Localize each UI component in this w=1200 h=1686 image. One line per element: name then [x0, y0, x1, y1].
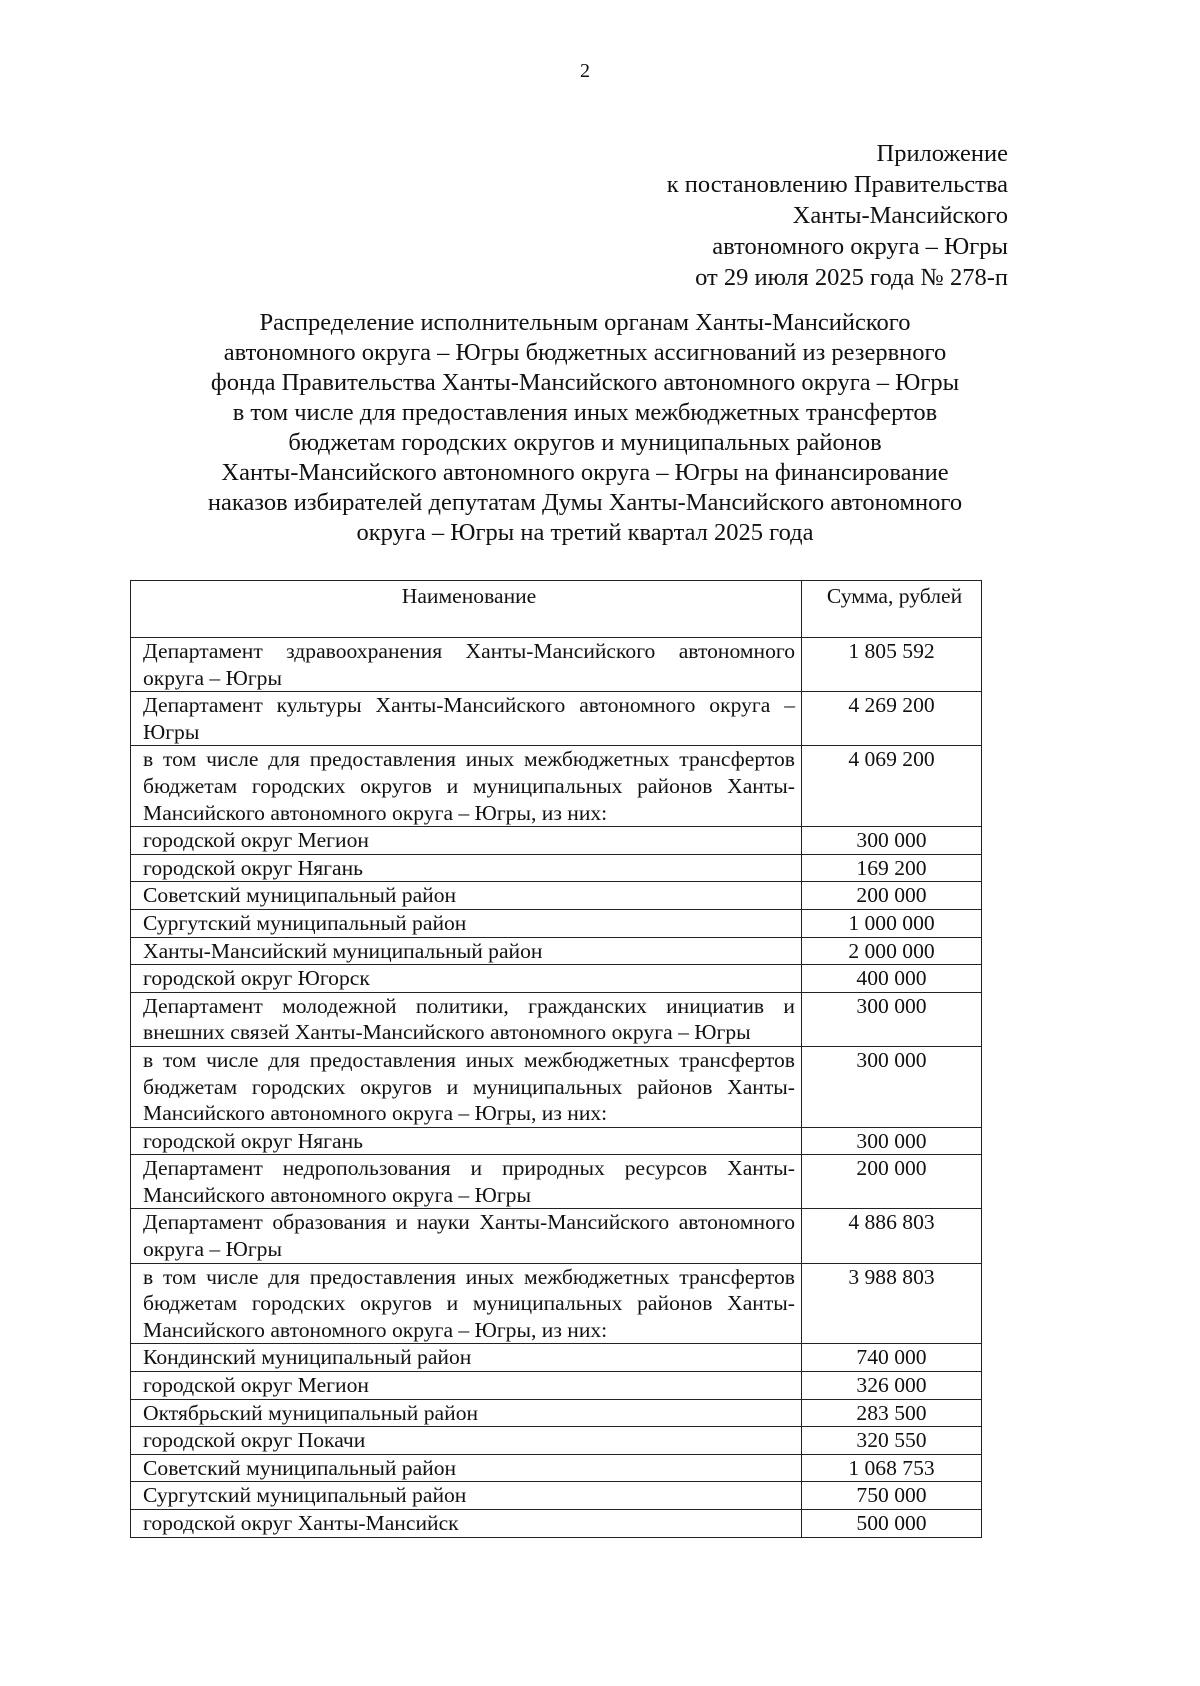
title-line: наказов избирателей депутатам Думы Ханты-Мансийского автономного	[207, 489, 963, 516]
title-line: в том числе для предоставления иных межбюджетных трансфертов	[232, 399, 938, 426]
row-sum: 320 550	[802, 1427, 982, 1455]
row-name: городской округ Покачи	[131, 1427, 802, 1455]
row-sum: 4 269 200	[802, 692, 982, 746]
row-name: Департамент недропользования и природных ресурсов Ханты-Мансийского автономного округа – Югры	[131, 1155, 802, 1209]
table-row	[131, 854, 982, 882]
table-row	[131, 1510, 982, 1538]
row-sum: 1 805 592	[802, 638, 982, 692]
row-name: Департамент образования и науки Ханты-Мансийского автономного округа – Югры	[131, 1209, 802, 1263]
row-name: Департамент здравоохранения Ханты-Мансийского автономного округа – Югры	[131, 638, 802, 692]
row-sum: 400 000	[802, 965, 982, 993]
title-line: Распределение исполнительным органам Ханты-Мансийского	[259, 309, 911, 336]
table-row	[131, 692, 982, 746]
row-sum: 300 000	[802, 1046, 982, 1127]
row-sum: 2 000 000	[802, 937, 982, 965]
table-row	[131, 1155, 982, 1209]
annex-header	[667, 138, 1008, 293]
row-sum: 169 200	[802, 854, 982, 882]
table-row	[131, 965, 982, 993]
header-name: Наименование	[131, 581, 802, 638]
row-sum: 3 988 803	[802, 1263, 982, 1344]
row-sum: 4 069 200	[802, 746, 982, 827]
table-row	[131, 1427, 982, 1455]
table-row	[131, 1399, 982, 1427]
annex-line: автономного округа – Югры	[712, 233, 1008, 260]
table-row	[131, 638, 982, 692]
title-line: Ханты-Мансийского автономного округа – Югры на финансирование	[221, 459, 949, 486]
row-name: городской округ Нягань	[131, 854, 802, 882]
row-sum: 1 068 753	[802, 1454, 982, 1482]
table-row	[131, 746, 982, 827]
table-row	[131, 992, 982, 1046]
row-name: Кондинский муниципальный район	[131, 1344, 802, 1372]
row-sum: 300 000	[802, 1127, 982, 1155]
row-sum: 300 000	[802, 992, 982, 1046]
annex-line: от 29 июля 2025 года № 278-п	[695, 264, 1008, 291]
table-row	[131, 1372, 982, 1400]
row-name: городской округ Югорск	[131, 965, 802, 993]
annex-line: Ханты-Мансийского	[792, 202, 1008, 229]
table-row	[131, 1127, 982, 1155]
row-name: городской округ Ханты-Мансийск	[131, 1510, 802, 1538]
row-name: Советский муниципальный район	[131, 1454, 802, 1482]
table-row	[131, 827, 982, 855]
table-header-row	[131, 581, 982, 638]
row-sum: 750 000	[802, 1482, 982, 1510]
row-name: в том числе для предоставления иных межбюджетных трансфертов бюджетам городских округов и муниципальных районов Ханты-Мансийского автономного округа – Югры, из них:	[131, 746, 802, 827]
annex-line: Приложение	[876, 140, 1008, 167]
title-line: фонда Правительства Ханты-Мансийского автономного округа – Югры	[210, 369, 960, 396]
row-name: Департамент молодежной политики, гражданских инициатив и внешних связей Ханты-Мансийского автономного округа – Югры	[131, 992, 802, 1046]
table-row	[131, 1454, 982, 1482]
table-row	[131, 937, 982, 965]
page-number: 2	[580, 60, 590, 82]
row-name: городской округ Мегион	[131, 827, 802, 855]
row-name: Департамент культуры Ханты-Мансийского автономного округа – Югры	[131, 692, 802, 746]
row-name: городской округ Мегион	[131, 1372, 802, 1400]
table-row	[131, 1263, 982, 1344]
row-name: в том числе для предоставления иных межбюджетных трансфертов бюджетам городских округов и муниципальных районов Ханты-Мансийского автономного округа – Югры, из них:	[131, 1263, 802, 1344]
title-line: автономного округа – Югры бюджетных ассигнований из резервного	[223, 339, 947, 366]
row-sum: 200 000	[802, 1155, 982, 1209]
row-sum: 326 000	[802, 1372, 982, 1400]
table-row	[131, 909, 982, 937]
row-sum: 740 000	[802, 1344, 982, 1372]
row-name: Советский муниципальный район	[131, 882, 802, 910]
table-row	[131, 1482, 982, 1510]
allocation-table	[130, 580, 982, 1538]
row-sum: 300 000	[802, 827, 982, 855]
title-line: бюджетам городских округов и муниципальных районов	[288, 429, 882, 456]
row-name: Ханты-Мансийский муниципальный район	[131, 937, 802, 965]
header-sum: Сумма, рублей	[802, 581, 982, 638]
table-row	[131, 1209, 982, 1263]
table-row	[131, 1344, 982, 1372]
row-sum: 200 000	[802, 882, 982, 910]
row-sum: 500 000	[802, 1510, 982, 1538]
row-name: Сургутский муниципальный район	[131, 1482, 802, 1510]
table-row	[131, 882, 982, 910]
row-name: Сургутский муниципальный район	[131, 909, 802, 937]
row-sum: 1 000 000	[802, 909, 982, 937]
row-sum: 4 886 803	[802, 1209, 982, 1263]
row-name: городской округ Нягань	[131, 1127, 802, 1155]
title-line: округа – Югры на третий квартал 2025 года	[356, 519, 814, 546]
table-row	[131, 1046, 982, 1127]
annex-line: к постановлению Правительства	[666, 171, 1008, 198]
row-sum: 283 500	[802, 1399, 982, 1427]
document-title	[150, 308, 1020, 548]
row-name: в том числе для предоставления иных межбюджетных трансфертов бюджетам городских округов и муниципальных районов Ханты-Мансийского автономного округа – Югры, из них:	[131, 1046, 802, 1127]
row-name: Октябрьский муниципальный район	[131, 1399, 802, 1427]
